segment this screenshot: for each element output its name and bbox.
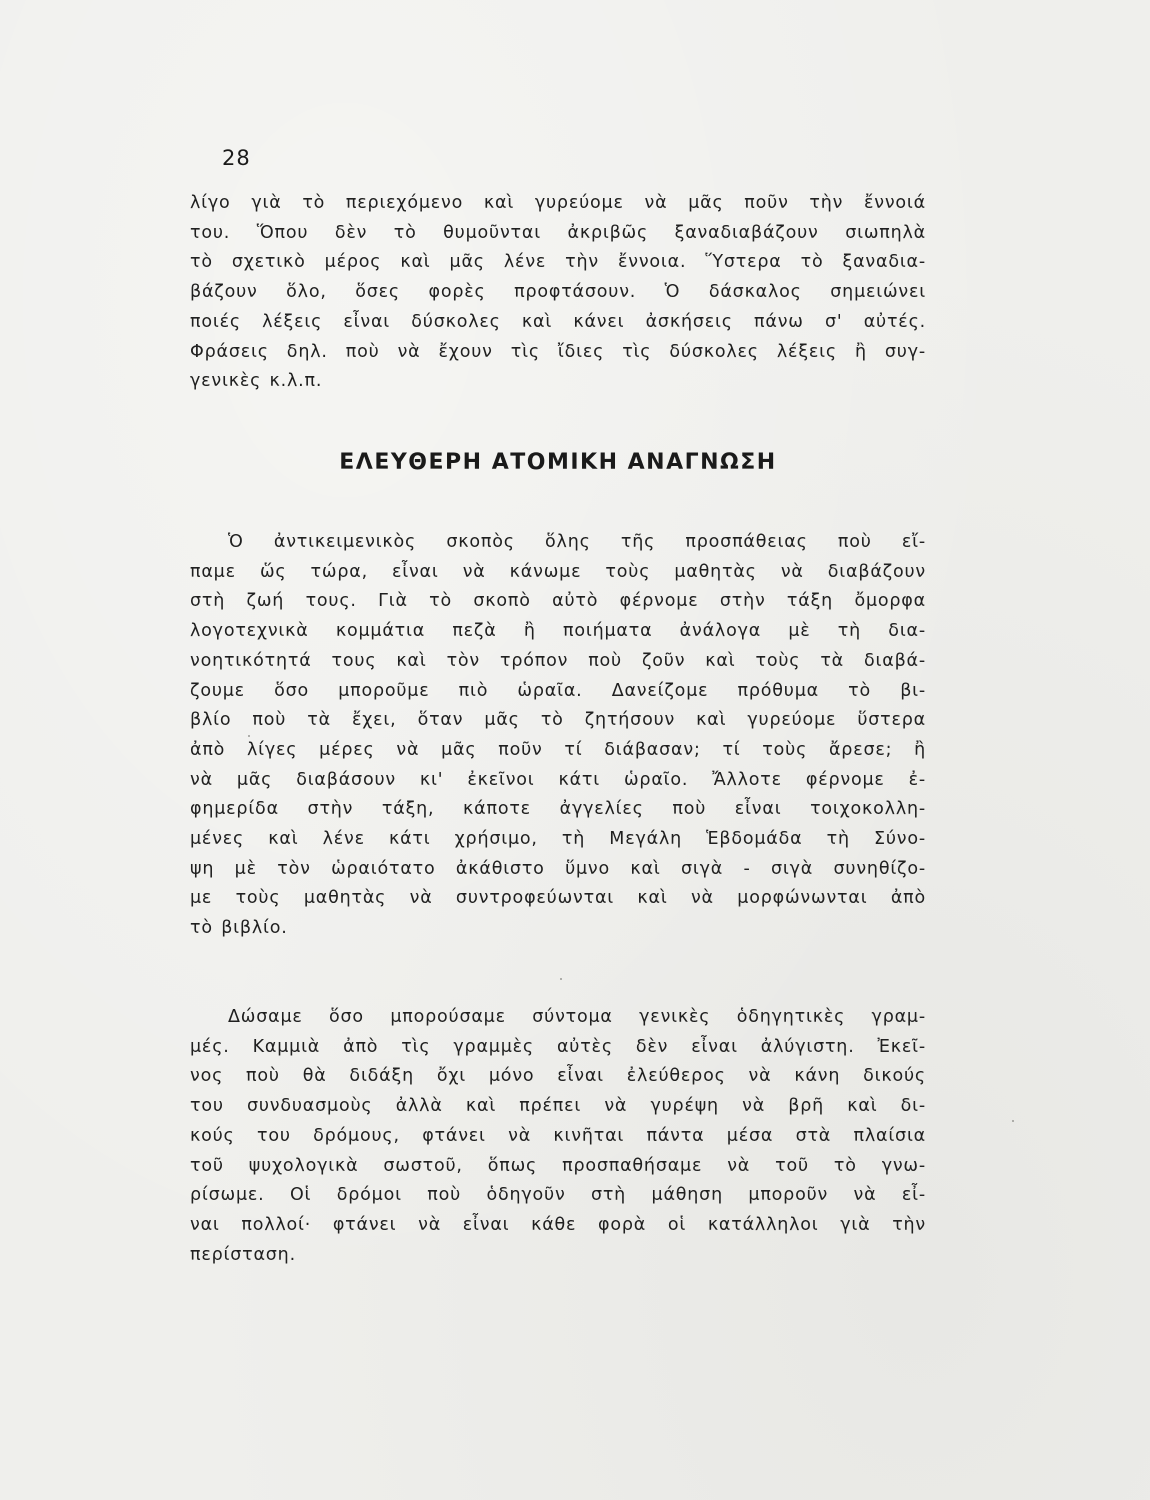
- text-line: ποιές λέξεις εἶναι δύσκολες καὶ κάνει ἀσκήσεις πάνω σ' αὐτές.: [190, 311, 926, 332]
- text-line: λίγο γιὰ τὸ περιεχόμενο καὶ γυρεύομε νὰ μᾶς ποῦν τὴν ἔννοιά: [190, 193, 926, 213]
- paragraph-3: [190, 1003, 926, 1270]
- text-line: με τοὺς μαθητὰς νὰ συντροφεύωνται καὶ νὰ μορφώνωνται ἀπὸ: [190, 888, 926, 909]
- text-line: νὰ μᾶς διαβάσουν κι' ἐκεῖνοι κάτι ὡραῖο. Ἄλλοτε φέρνομε ἐ-: [190, 769, 926, 790]
- print-speck: [1012, 1120, 1014, 1122]
- print-speck: [560, 978, 562, 980]
- text-line: τὸ βιβλίο.: [190, 918, 288, 939]
- text-line: ναι πολλοί· φτάνει νὰ εἶναι κάθε φορὰ οἱ κατάλληλοι γιὰ τὴν: [190, 1214, 926, 1235]
- text-line: τοῦ ψυχολογικὰ σωστοῦ, ὅπως προσπαθήσαμε νὰ τοῦ τὸ γνω-: [190, 1155, 926, 1176]
- text-line: βάζουν ὅλο, ὅσες φορὲς προφτάσουν. Ὁ δάσκαλος σημειώνει: [190, 282, 926, 303]
- text-line: κούς του δρόμους, φτάνει νὰ κινῆται πάντα μέσα στὰ πλαίσια: [190, 1125, 926, 1146]
- paragraph-2: [190, 528, 926, 944]
- section-heading: ΕΛΕΥΘΕΡΗ ΑΤΟΜΙΚΗ ΑΝΑΓΝΩΣΗ: [339, 450, 777, 475]
- text-line: ρίσωμε. Οἱ δρόμοι ποὺ ὁδηγοῦν στὴ μάθηση μποροῦν νὰ εἶ-: [190, 1185, 926, 1206]
- text-line: παμε ὥς τώρα, εἶναι νὰ κάνωμε τοὺς μαθητὰς νὰ διαβάζουν: [190, 561, 926, 582]
- text-line: γενικὲς κ.λ.π.: [190, 371, 323, 392]
- text-line: βλίο ποὺ τὰ ἔχει, ὅταν μᾶς τὸ ζητήσουν καὶ γυρεύομε ὕστερα: [190, 710, 926, 731]
- text-line: λογοτεχνικὰ κομμάτια πεζὰ ἢ ποιήματα ἀνάλογα μὲ τὴ δια-: [190, 621, 926, 642]
- paragraph-1: [190, 189, 926, 397]
- print-speck: [248, 735, 250, 737]
- text-line: νοητικότητά τους καὶ τὸν τρόπον ποὺ ζοῦν καὶ τοὺς τὰ διαβά-: [190, 650, 926, 671]
- text-line: μένες καὶ λένε κάτι χρήσιμο, τὴ Μεγάλη Ἑβδομάδα τὴ Σύνο-: [190, 829, 926, 850]
- text-line: τὸ σχετικὸ μέρος καὶ μᾶς λένε τὴν ἔννοια. Ὕστερα τὸ ξαναδια-: [190, 252, 926, 273]
- text-line: Φράσεις δηλ. ποὺ νὰ ἔχουν τὶς ἴδιες τὶς δύσκολες λέξεις ἢ συγ-: [190, 341, 926, 362]
- text-line: μές. Καμμιὰ ἀπὸ τὶς γραμμὲς αὐτὲς δὲν εἶναι ἀλύγιστη. Ἐκεῖ-: [190, 1036, 926, 1057]
- text-line: ζουμε ὅσο μποροῦμε πιὸ ὡραῖα. Δανείζομε πρόθυμα τὸ βι-: [190, 680, 926, 701]
- text-line: ψη μὲ τὸν ὡραιότατο ἀκάθιστο ὕμνο καὶ σιγὰ - σιγὰ συνηθίζο-: [190, 858, 926, 879]
- text-line: του. Ὅπου δὲν τὸ θυμοῦνται ἀκριβῶς ξαναδιαβάζουν σιωπηλὰ: [190, 222, 926, 243]
- text-line: Δώσαμε ὅσο μπορούσαμε σύντομα γενικὲς ὁδηγητικὲς γραμ-: [228, 1007, 926, 1027]
- text-line: φημερίδα στὴν τάξη, κάποτε ἀγγελίες ποὺ εἶναι τοιχοκολλη-: [190, 799, 926, 820]
- text-line: στὴ ζωή τους. Γιὰ τὸ σκοπὸ αὐτὸ φέρνομε στὴν τάξη ὄμορφα: [190, 591, 926, 612]
- text-line: ἀπὸ λίγες μέρες νὰ μᾶς ποῦν τί διάβασαν; τί τοὺς ἄρεσε; ἢ: [190, 739, 926, 760]
- page-number: 28: [222, 146, 251, 170]
- text-line: νος ποὺ θὰ διδάξη ὄχι μόνο εἶναι ἐλεύθερος νὰ κάνη δικούς: [190, 1066, 926, 1087]
- text-line: Ὁ ἀντικειμενικὸς σκοπὸς ὅλης τῆς προσπάθειας ποὺ εἴ-: [228, 532, 926, 552]
- text-line: περίσταση.: [190, 1244, 296, 1265]
- text-line: του συνδυασμοὺς ἀλλὰ καὶ πρέπει νὰ γυρέψη νὰ βρῆ καὶ δι-: [190, 1096, 926, 1117]
